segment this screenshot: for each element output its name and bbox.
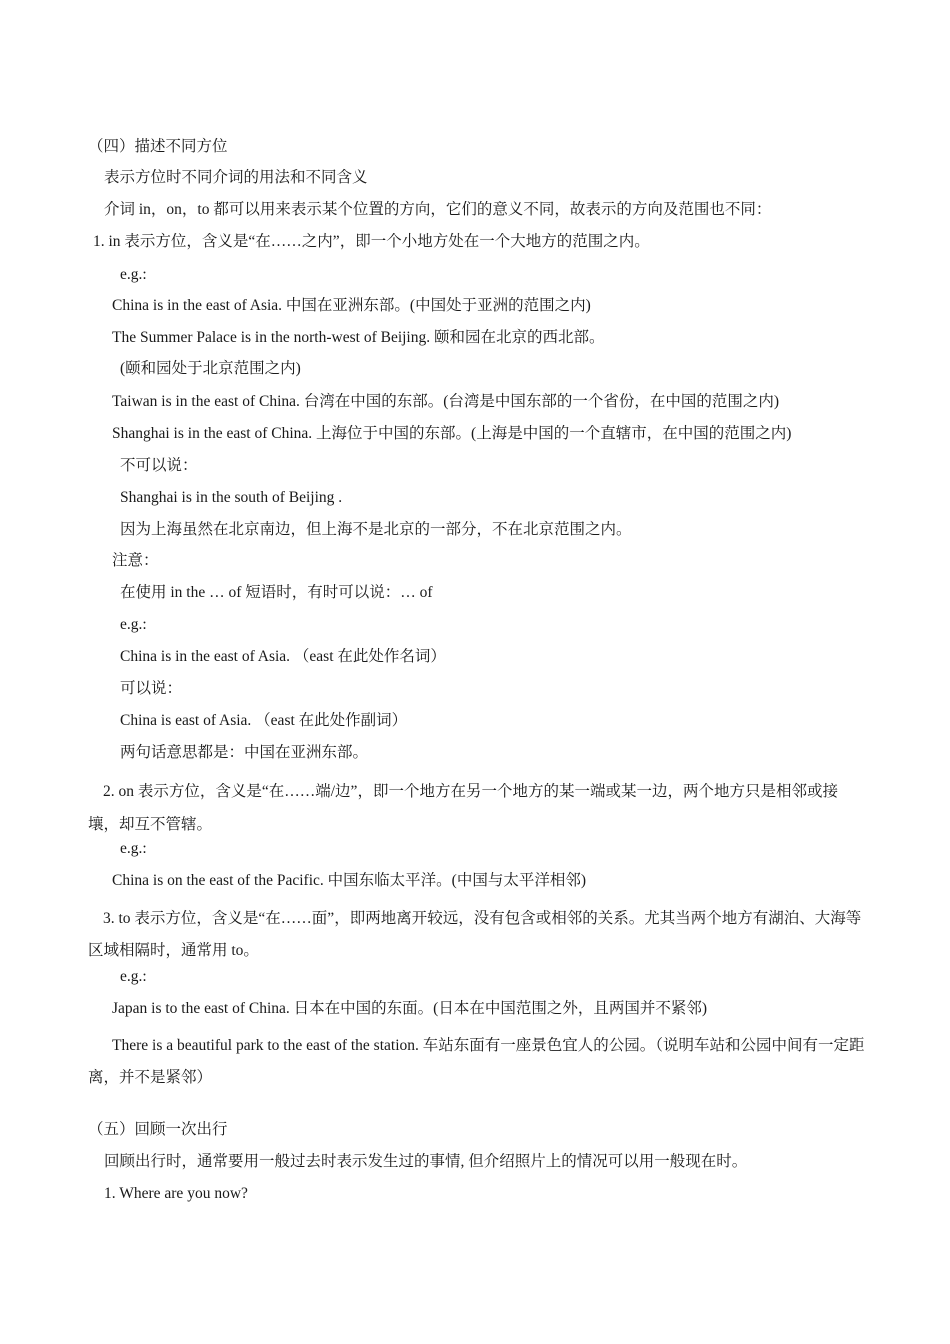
point-1-example-4: Shanghai is in the east of China. 上海位于中国的东部。(上海是中国的一个直辖市，在中国的范围之内) (112, 425, 792, 442)
point-1-example-3: Taiwan is in the east of China. 台湾在中国的东部。(台湾是中国东部的一个省份，在中国的范围之内) (112, 393, 780, 410)
wrong-example: Shanghai is in the south of Beijing . (120, 489, 343, 506)
point-2-eg-label: e.g.: (120, 840, 147, 857)
point-1-eg-label: e.g.: (120, 266, 147, 283)
note-label: 注意： (112, 552, 159, 569)
section-4-intro: 介词 in，on，to 都可以用来表示某个位置的方向，它们的意义不同，故表示的方向及范围也不同： (104, 201, 772, 218)
note-eg-label: e.g.: (120, 616, 147, 633)
point-2-title: 2. on 表示方位，含义是“在……端/边”，即一个地方在另一个地方的某一端或某一边，两个地方只是相邻或接壤，却互不管辖。 (88, 783, 838, 833)
note-example-1: China is in the east of Asia. （east 在此处作名词） (120, 648, 446, 665)
point-3-example-1: Japan is to the east of China. 日本在中国的东面。(日本在中国范围之外，且两国并不紧邻) (112, 1000, 707, 1017)
can-say-label: 可以说： (120, 680, 183, 697)
point-3-eg-label: e.g.: (120, 968, 147, 985)
section-4-heading: （四）描述不同方位 (88, 138, 228, 155)
note-text: 在使用 in the … of 短语时，有时可以说：… of (120, 584, 433, 601)
same-meaning-text: 两句话意思都是：中国在亚洲东部。 (120, 744, 369, 761)
wrong-example-reason: 因为上海虽然在北京南边，但上海不是北京的一部分，不在北京范围之内。 (120, 521, 632, 538)
cannot-say-label: 不可以说： (120, 457, 198, 474)
point-3-example-2: There is a beautiful park to the east of the station. 车站东面有一座景色宜人的公园。（说明车站和公园中间有一定距离，并不是紧邻） (88, 1037, 865, 1086)
note-example-2: China is east of Asia. （east 在此处作副词） (120, 712, 408, 729)
section-5-heading: （五）回顾一次出行 (88, 1121, 228, 1138)
section-5-intro: 回顾出行时，通常要用一般过去时表示发生过的事情, 但介绍照片上的情况可以用一般现在时。 (104, 1153, 748, 1170)
point-2-example-1: China is on the east of the Pacific. 中国东临太平洋。(中国与太平洋相邻) (112, 872, 586, 889)
point-1-example-2-note: (颐和园处于北京范围之内) (120, 360, 301, 377)
point-3-title: 3. to 表示方位，含义是“在……面”，即两地离开较远，没有包含或相邻的关系。尤其当两个地方有湖泊、大海等区域相隔时，通常用 to。 (88, 910, 862, 959)
point-1-title: 1. in 表示方位，含义是“在……之内”，即一个小地方处在一个大地方的范围之内。 (93, 233, 650, 250)
point-1-example-2: The Summer Palace is in the north-west of Beijing. 颐和园在北京的西北部。 (112, 329, 605, 346)
section-4-subheading: 表示方位时不同介词的用法和不同含义 (104, 169, 368, 186)
section-5-question-1: 1. Where are you now? (104, 1185, 248, 1202)
point-1-example-1: China is in the east of Asia. 中国在亚洲东部。(中国处于亚洲的范围之内) (112, 297, 591, 314)
